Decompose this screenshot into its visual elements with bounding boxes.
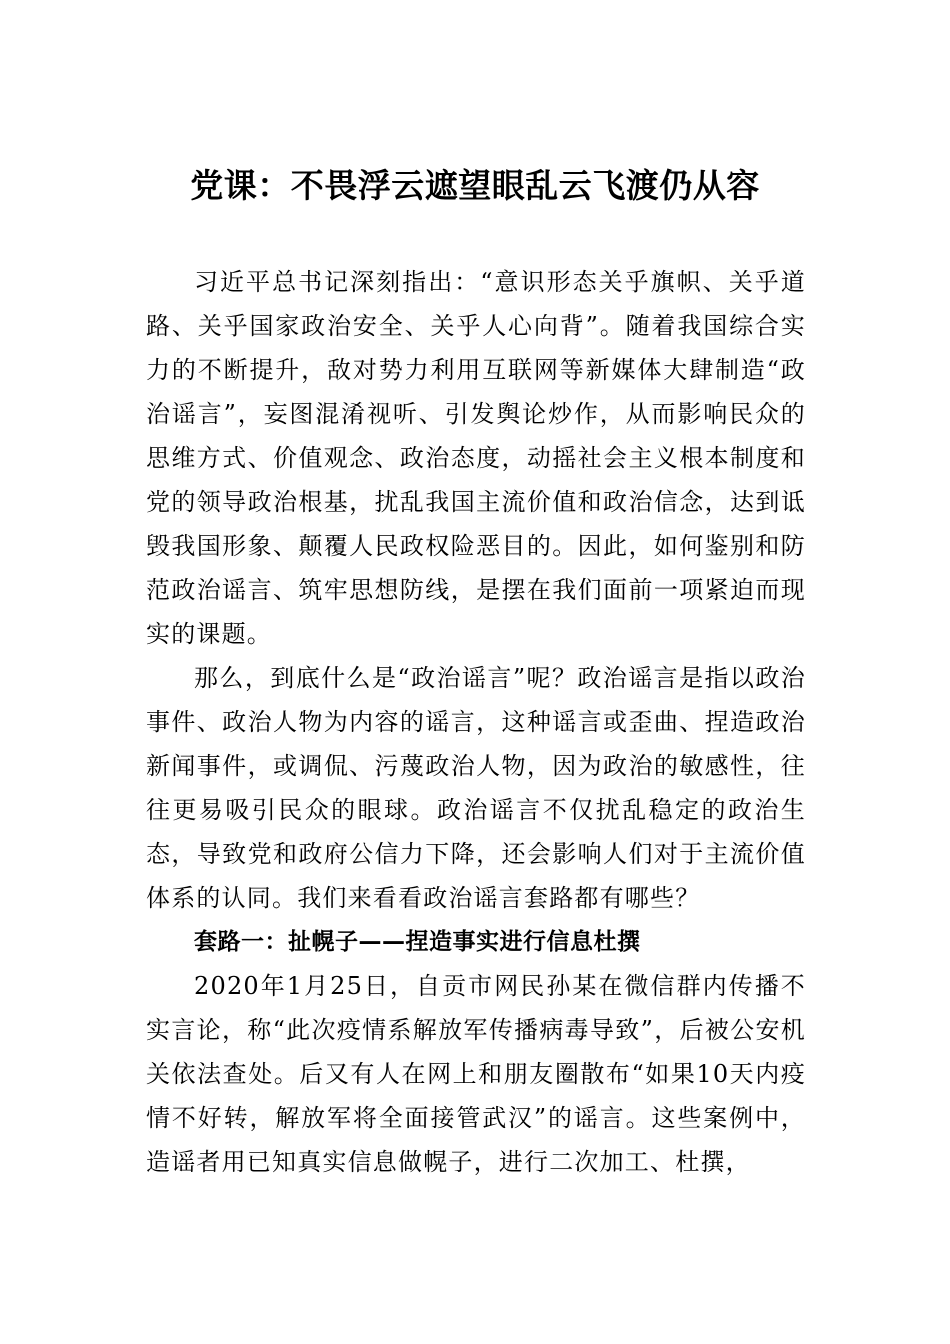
- section-subheading: 套路一：扯幌子——捏造事实进行信息杜撰: [194, 929, 641, 955]
- paragraph-intro: 习近平总书记深刻指出：“意识形态关乎旗帜、关乎道路、关乎国家政治安全、关乎人心向背”。随着我国综合实力的不断提升，敌对势力利用互联网等新媒体大肆制造“政治谣言”，妄图混淆视听、引发舆论炒作，从而影响民众的思维方式、价值观念、政治态度，动摇社会主义根本制度和党的领导政治根基，扰乱我国主流价值和政治信念，达到诋毁我国形象、颠覆人民政权险恶目的。因此，如何鉴别和防范政治谣言、筑牢思想防线，是摆在我们面前一项紧迫而现实的课题。: [146, 268, 806, 648]
- document-body: [146, 260, 806, 1184]
- paragraph-definition: 那么，到底什么是“政治谣言”呢？政治谣言是指以政治事件、政治人物为内容的谣言，这种谣言或歪曲、捏造政治新闻事件，或调侃、污蔑政治人物，因为政治的敏感性，往往更易吸引民众的眼球。政治谣言不仅扰乱稳定的政治生态，导致党和政府公信力下降，还会影响人们对于主流价值体系的认同。我们来看看政治谣言套路都有哪些？: [146, 664, 806, 912]
- paragraph-case: 2020年1月25日，自贡市网民孙某在微信群内传播不实言论，称“此次疫情系解放军传播病毒导致”，后被公安机关依法查处。后又有人在网上和朋友圈散布“如果10天内疫情不好转，解放军将全面接管武汉”的谣言。这些案例中，造谣者用已知真实信息做幌子，进行二次加工、杜撰，: [146, 972, 806, 1176]
- document-title: 党课：不畏浮云遮望眼乱云飞渡仍从容: [190, 166, 760, 205]
